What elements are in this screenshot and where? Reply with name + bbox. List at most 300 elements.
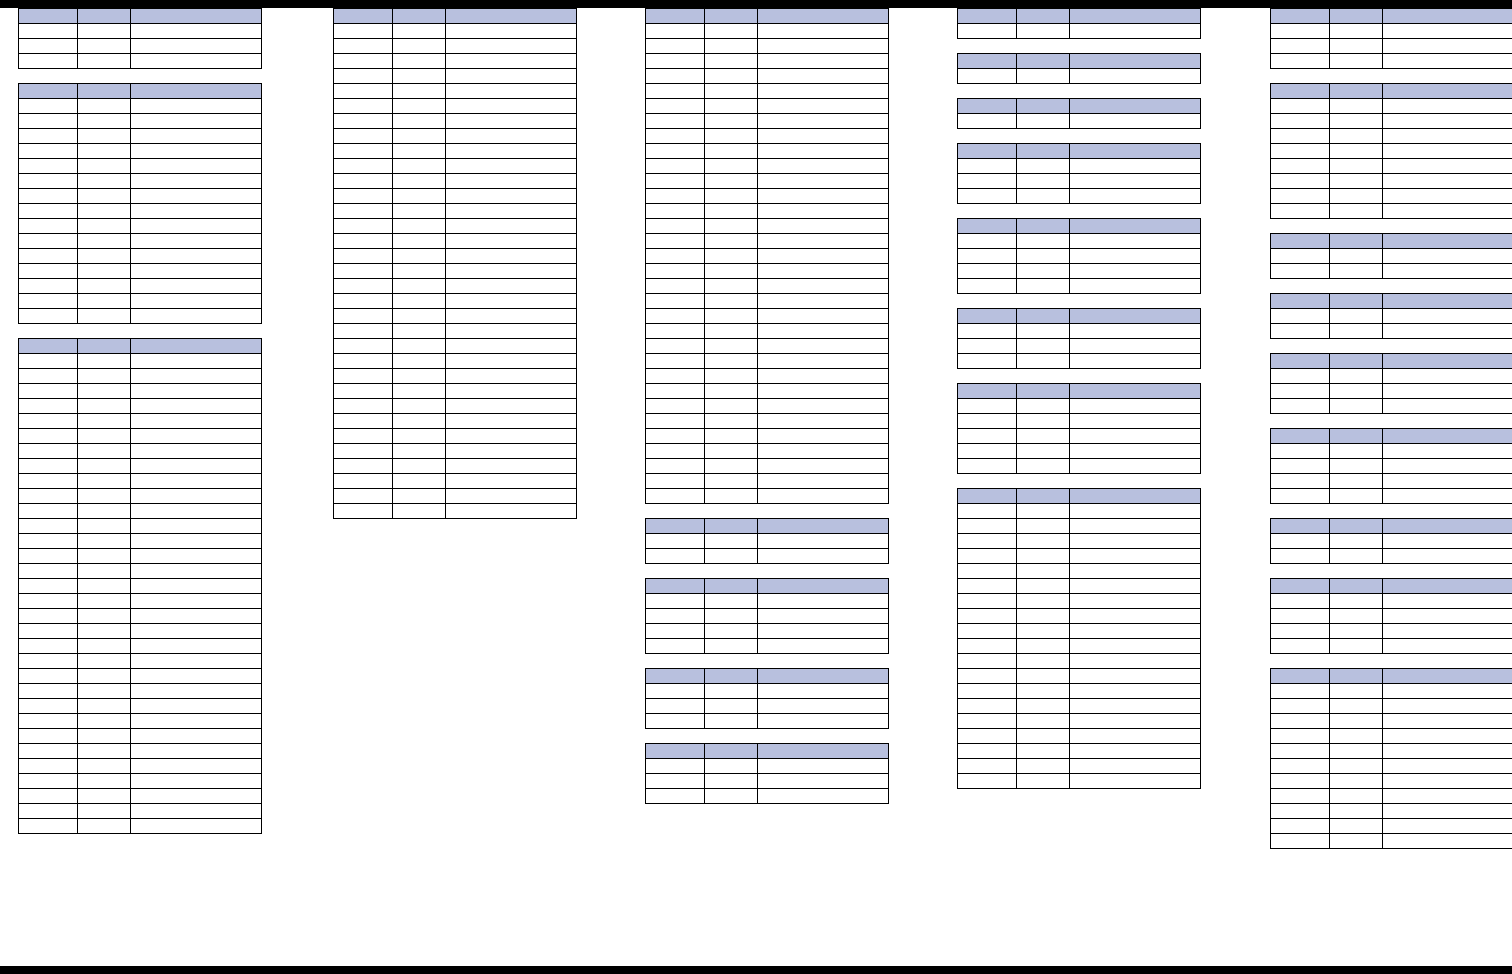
column-header [646,519,705,534]
table-row [19,414,262,429]
table-row [19,564,262,579]
table-cell [1070,234,1201,249]
table-row [958,579,1201,594]
table-cell [131,669,262,684]
table-cell [1383,474,1512,489]
table-cell [446,54,577,69]
table-row [1271,24,1512,39]
table-cell [1271,684,1330,699]
column-header [1330,429,1383,444]
column-header [705,744,758,759]
table-cell [393,444,446,459]
table-cell [1017,684,1070,699]
table-cell [705,39,758,54]
table-cell [1383,54,1512,69]
table-cell [758,324,889,339]
column-header [1017,489,1070,504]
table-cell [1271,24,1330,39]
table-header-row [646,9,889,24]
table-4-2 [957,53,1201,84]
table-cell [958,444,1017,459]
table-cell [78,654,131,669]
table-cell [131,399,262,414]
table-row [334,249,577,264]
table-row [646,159,889,174]
table-cell [705,684,758,699]
column-header [1383,9,1512,24]
table-cell [705,609,758,624]
table-cell [1330,789,1383,804]
table-row [19,459,262,474]
column-header [1330,519,1383,534]
table-row [334,69,577,84]
table-cell [1330,459,1383,474]
table-cell [334,84,393,99]
table-cell [131,504,262,519]
table-cell [78,579,131,594]
table-5-3 [1270,233,1512,279]
table-cell [131,384,262,399]
table-cell [1017,669,1070,684]
table-cell [334,444,393,459]
table-cell [334,339,393,354]
table-cell [19,129,78,144]
table-cell [393,339,446,354]
table-cell [958,594,1017,609]
table-cell [393,369,446,384]
table-cell [334,459,393,474]
table-row [958,714,1201,729]
table-cell [646,369,705,384]
table-cell [131,249,262,264]
table-row [19,684,262,699]
table-row [334,339,577,354]
table-4-8 [957,488,1201,789]
table-row [646,429,889,444]
column-header [705,9,758,24]
table-cell [446,309,577,324]
table-cell [1330,309,1383,324]
table-cell [958,264,1017,279]
table-row [646,234,889,249]
table-row [646,174,889,189]
table-cell [78,384,131,399]
table-cell [1070,429,1201,444]
table-cell [1070,594,1201,609]
table-cell [78,309,131,324]
table-cell [78,564,131,579]
table-row [19,309,262,324]
table-cell [1271,834,1330,849]
table-cell [78,369,131,384]
table-cell [393,129,446,144]
column-4 [957,8,1247,803]
table-cell [958,69,1017,84]
table-cell [1271,174,1330,189]
table-row [646,99,889,114]
table-cell [19,489,78,504]
table-cell [758,54,889,69]
column-header [1330,354,1383,369]
table-cell [131,114,262,129]
table-cell [131,804,262,819]
column-header [1271,9,1330,24]
table-3-3 [645,578,889,654]
column-header [958,309,1017,324]
column-header [78,84,131,99]
column-header [758,744,889,759]
table-cell [393,219,446,234]
column-header [131,339,262,354]
column-header [1070,9,1201,24]
table-cell [646,69,705,84]
table-cell [646,384,705,399]
table-cell [1330,594,1383,609]
table-cell [334,174,393,189]
table-cell [1383,174,1512,189]
table-cell [393,69,446,84]
table-cell [1330,99,1383,114]
table-cell [1017,249,1070,264]
table-cell [758,279,889,294]
table-cell [646,114,705,129]
table-cell [446,339,577,354]
column-header [334,9,393,24]
table-cell [958,159,1017,174]
table-row [19,639,262,654]
table-cell [958,234,1017,249]
table-cell [334,99,393,114]
table-cell [131,444,262,459]
table-row [19,219,262,234]
table-cell [131,639,262,654]
table-cell [19,744,78,759]
table-cell [958,279,1017,294]
table-cell [758,789,889,804]
table-cell [1271,699,1330,714]
table-row [958,279,1201,294]
table-row [19,429,262,444]
table-cell [758,369,889,384]
table-cell [334,39,393,54]
table-row [958,654,1201,669]
table-row [1271,594,1512,609]
table-cell [705,354,758,369]
table-cell [958,354,1017,369]
table-cell [78,534,131,549]
table-cell [78,774,131,789]
table-header-row [1271,579,1512,594]
table-cell [1271,264,1330,279]
table-cell [1070,744,1201,759]
table-cell [1330,549,1383,564]
table-cell [1070,114,1201,129]
table-row [1271,549,1512,564]
table-row [646,759,889,774]
table-row [1271,609,1512,624]
table-cell [758,219,889,234]
table-cell [446,219,577,234]
table-cell [446,504,577,519]
table-cell [705,309,758,324]
table-row [646,189,889,204]
table-row [1271,534,1512,549]
table-row [19,354,262,369]
table-grid-container [0,8,1512,966]
column-header [705,669,758,684]
table-row [19,519,262,534]
table-row [646,609,889,624]
column-header [1271,84,1330,99]
table-row [334,39,577,54]
table-4-4 [957,143,1201,204]
table-row [958,639,1201,654]
table-cell [1383,159,1512,174]
table-header-row [1271,669,1512,684]
table-cell [131,279,262,294]
table-cell [758,309,889,324]
table-row [19,279,262,294]
table-cell [958,399,1017,414]
table-cell [646,264,705,279]
table-row [334,414,577,429]
table-cell [131,354,262,369]
table-cell [446,444,577,459]
table-cell [78,279,131,294]
table-cell [1330,489,1383,504]
table-row [958,684,1201,699]
table-cell [758,24,889,39]
table-cell [78,744,131,759]
table-cell [19,189,78,204]
table-cell [958,699,1017,714]
column-header [1330,84,1383,99]
table-header-row [1271,519,1512,534]
table-cell [705,249,758,264]
table-row [958,744,1201,759]
table-cell [1330,129,1383,144]
table-cell [334,204,393,219]
table-3-2 [645,518,889,564]
column-header [646,579,705,594]
table-cell [334,24,393,39]
table-cell [1330,834,1383,849]
table-cell [1383,489,1512,504]
table-cell [19,204,78,219]
table-cell [705,204,758,219]
table-row [19,234,262,249]
table-cell [705,234,758,249]
table-cell [19,414,78,429]
column-5 [1270,8,1512,863]
column-header [19,84,78,99]
table-header-row [646,669,889,684]
table-row [646,699,889,714]
table-cell [19,534,78,549]
table-row [958,699,1201,714]
table-header-row [646,519,889,534]
table-cell [646,309,705,324]
table-cell [1070,69,1201,84]
table-row [19,669,262,684]
table-cell [646,609,705,624]
column-header [1017,99,1070,114]
table-cell [334,399,393,414]
table-cell [393,84,446,99]
table-5-8 [1270,578,1512,654]
table-cell [446,114,577,129]
table-cell [393,414,446,429]
table-cell [758,639,889,654]
table-row [958,234,1201,249]
table-row [334,459,577,474]
column-header [1383,84,1512,99]
table-row [646,414,889,429]
table-row [958,519,1201,534]
table-cell [446,159,577,174]
table-cell [1017,714,1070,729]
table-cell [446,174,577,189]
table-cell [393,279,446,294]
table-cell [646,294,705,309]
table-cell [1330,444,1383,459]
table-cell [334,324,393,339]
table-cell [1330,264,1383,279]
column-header [1383,294,1512,309]
table-cell [1271,819,1330,834]
table-cell [1017,549,1070,564]
table-cell [646,534,705,549]
table-cell [705,459,758,474]
table-cell [705,624,758,639]
table-cell [78,519,131,534]
table-cell [334,249,393,264]
table-cell [1017,699,1070,714]
table-row [19,729,262,744]
column-header [78,9,131,24]
column-header [19,339,78,354]
table-row [1271,834,1512,849]
table-cell [1070,534,1201,549]
table-cell [19,234,78,249]
table-cell [1383,774,1512,789]
table-cell [1271,804,1330,819]
table-row [334,399,577,414]
table-cell [1017,519,1070,534]
table-cell [393,99,446,114]
table-cell [1383,819,1512,834]
table-cell [1271,444,1330,459]
table-cell [1330,54,1383,69]
table-cell [646,549,705,564]
table-cell [78,474,131,489]
table-cell [705,474,758,489]
table-row [1271,384,1512,399]
table-cell [78,594,131,609]
table-cell [78,789,131,804]
table-cell [1330,729,1383,744]
table-row [646,444,889,459]
table-cell [393,384,446,399]
column-header [1017,384,1070,399]
table-row [646,384,889,399]
table-row [334,99,577,114]
table-cell [1017,414,1070,429]
table-cell [646,714,705,729]
table-cell [705,549,758,564]
table-cell [1017,534,1070,549]
table-cell [446,84,577,99]
table-cell [958,519,1017,534]
table-cell [334,234,393,249]
table-row [1271,114,1512,129]
table-cell [1070,354,1201,369]
table-row [958,459,1201,474]
table-row [334,489,577,504]
table-cell [1017,354,1070,369]
table-1-3 [18,338,262,834]
table-cell [78,54,131,69]
table-row [646,279,889,294]
table-header-row [958,54,1201,69]
table-row [334,174,577,189]
table-row [334,264,577,279]
table-cell [1330,369,1383,384]
column-header [1271,429,1330,444]
table-cell [1330,774,1383,789]
table-cell [131,549,262,564]
table-cell [446,249,577,264]
table-cell [78,714,131,729]
table-cell [1070,504,1201,519]
table-row [19,444,262,459]
table-cell [958,534,1017,549]
column-3 [645,8,935,818]
table-cell [1271,324,1330,339]
table-cell [1330,819,1383,834]
table-cell [958,459,1017,474]
table-cell [393,309,446,324]
column-header [1017,144,1070,159]
table-header-row [958,99,1201,114]
table-row [958,549,1201,564]
table-row [334,189,577,204]
table-cell [958,609,1017,624]
table-row [19,474,262,489]
table-row [958,594,1201,609]
table-cell [1017,444,1070,459]
table-row [958,759,1201,774]
table-cell [1017,744,1070,759]
table-cell [1070,579,1201,594]
table-cell [78,819,131,834]
table-cell [78,144,131,159]
table-cell [958,324,1017,339]
table-cell [1271,144,1330,159]
table-cell [446,324,577,339]
table-cell [19,699,78,714]
table-row [19,399,262,414]
table-cell [131,624,262,639]
table-cell [334,264,393,279]
table-row [334,54,577,69]
table-cell [758,84,889,99]
table-cell [705,24,758,39]
table-cell [1383,129,1512,144]
column-header [958,54,1017,69]
table-cell [758,534,889,549]
table-row [19,114,262,129]
